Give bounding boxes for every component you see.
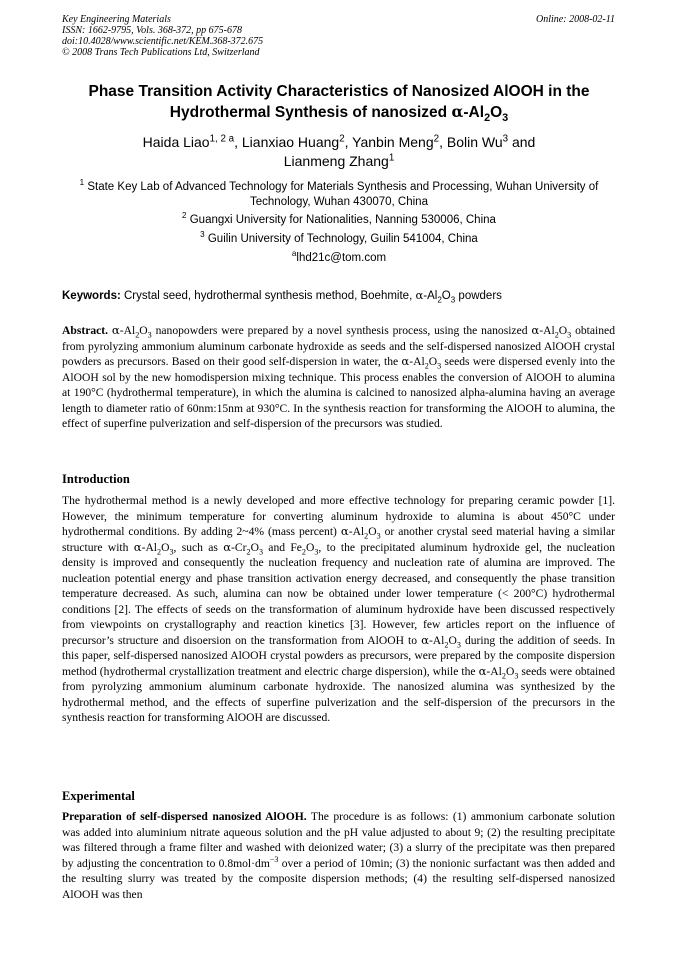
experimental-heading: Experimental <box>62 789 135 803</box>
affiliation-1: $^1$ State Key Lab of Advanced Technology for Materials Synthesis and Processing, Wuhan University of Technology, Wuhan 430070, China <box>79 178 599 208</box>
journal-name: Key Engineering Materials <box>62 14 171 25</box>
title-line-1: Phase Transition Activity Characteristics of Nanosized AlOOH in the <box>88 83 590 100</box>
running-header <box>62 14 263 58</box>
abstract: Abstract. $\alpha-Al_2O_3$ nanopowders were prepared by a novel synthesis process, using the nanosized $\alpha-Al_2O_3$ obtained from pyrolyzing ammonium aluminum carbonate hydroxide as seeds and the self-dispersed nanosized AlOOH crystal powders as precursors. Based on their good self-dispersion in water, the $\alpha-Al_2O_3$ seeds were dispersed evenly into the AlOOH sol by the new homodispersion mixing technique. This process enables the conversion of AlOOH to alumina at 190°C (hydrothermal temperature), in which the alumina is calcined to nanosized alpha-alumina having an average length to diameter ratio of 60nm:15nm at 930°C. In the synthesis reaction for transforming the AlOOH to alumina, the effect of superfine pulverization and self-dispersion of the precursors was studied. <box>62 323 615 430</box>
author-line-2: Lianmeng Zhang$^1$ <box>283 152 395 169</box>
doi-line: doi:10.4028/www.scientific.net/KEM.368-372.675 <box>62 36 264 47</box>
copyright-line: © 2008 Trans Tech Publications Ltd, Switzerland <box>62 47 260 58</box>
title-line-2: Hydrothermal Synthesis of nanosized $\alpha-Al_2O_3$ <box>169 102 509 125</box>
introduction-heading: Introduction <box>62 472 130 486</box>
keywords: Keywords: Crystal seed, hydrothermal synthesis method, Boehmite, $\alpha-Al_2O_3$ powders <box>62 288 502 305</box>
author-line-1: Haida Liao$^{1, 2 a}$, Lianxiao Huang$^2$, Yanbin Meng$^2$, Bolin Wu$^3$ and <box>142 133 536 150</box>
introduction-body: The hydrothermal method is a newly developed and more effective technology for preparing ceramic powder [1]. However, the minimum temperature for converting aluminum hydroxide to alumina is about 450°C under hydrothermal conditions. By adding 2~4% (mass percent) $\alpha-Al_2O_3$ or another crystal seed material having a similar structure with $\alpha-Al_2O_3$, such as $\alpha-Cr_2O_3$ and $Fe_2O_3$, to the precipitated aluminum hydroxide gel, the nucleation density is improved and consequently the nucleation frequency and nucleation rate of alumina are improved. The nucleation potential energy and phase transition activation energy decreased, and consequently the phase transition temperature decreased. As such, alumina can now be obtained under lower temperature (< 200°C) hydrothermal conditions [2]. The effects of seeds on the transformation of aluminum hydroxide have been discussed respectively from viewpoints on crystallography and reaction kinetics [3]. However, few articles report on the influence of precursor’s structure and disoersion on the transformation from AlOOH to $\alpha-Al_2O_3$ during the addition of seeds. In this paper, self-dispersed nanosized AlOOH crystal powders as precursors, were prepared by the composite dispersion method (hydrothermal crystallization treatment and electric charge dispersion), while the $\alpha-Al_2O_3$ seeds were obtained from pyrolyzing ammonium aluminum carbonate hydroxide. The nanosized alumina was synthesized by the hydrothermal method, and the effects of superfine pulverization and the self-dispersion of the precursors in the synthesis reaction for transforming AlOOH are discussed. <box>62 494 615 724</box>
affiliation-3: $^3$ Guilin University of Technology, Guilin 541004, China <box>200 230 478 245</box>
experimental-body: Preparation of self-dispersed nanosized AlOOH. The procedure is as follows: (1) ammonium carbonate solution was added into aluminium nitrate aqueous solution and the pH value adjusted to about 9; (2) the resulting precipitate was filtered through a frame filter and washed with deionized water; (3) a slurry of the precipitate was then prepared by adjusting the concentration to $0.8mol\cdot dm^{-3}$ over a period of 10min; (3) the nonionic surfactant was then added and the resulting slurry was treated by the composite dispersion methods; (4) the resulting self-dispersed nanosized AlOOH was then <box>62 810 615 901</box>
issn-line: ISSN: 1662-9795, Vols. 368-372, pp 675-678 <box>62 25 242 36</box>
online-date: Online: 2008-02-11 <box>536 14 615 25</box>
author-email: $^a$lhd21c@tom.com <box>291 249 387 264</box>
paper-title <box>52 82 626 123</box>
affiliation-2: $^2$ Guangxi University for Nationalities, Nanning 530006, China <box>182 211 496 226</box>
author-list <box>52 133 626 171</box>
